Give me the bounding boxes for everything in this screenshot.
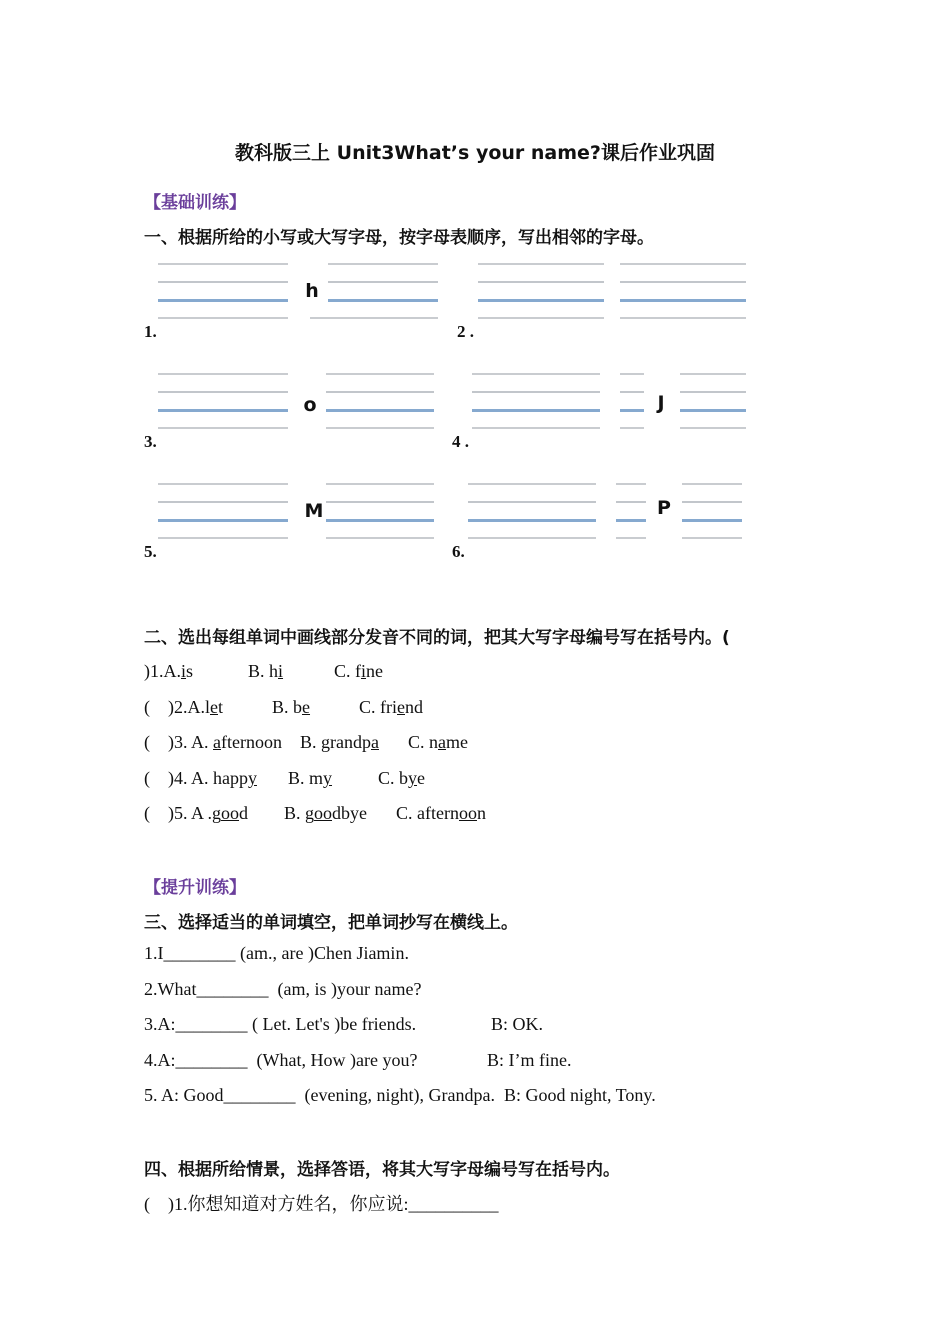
writing-lines[interactable] bbox=[468, 483, 596, 535]
fill-blank-response: B: OK. bbox=[491, 1014, 544, 1034]
writing-lines[interactable] bbox=[620, 263, 746, 315]
writing-lines[interactable] bbox=[326, 373, 434, 425]
writing-lines[interactable] bbox=[682, 483, 742, 535]
writing-lines[interactable] bbox=[328, 263, 438, 315]
phonics-option-c: C. name bbox=[408, 732, 469, 752]
fill-blank-item: 1.I________ (am., are )Chen Jiamin. bbox=[144, 943, 409, 963]
writing-lines[interactable] bbox=[158, 373, 288, 425]
item-number: 3. bbox=[144, 432, 157, 451]
writing-lines[interactable] bbox=[326, 483, 434, 535]
section-basic-tag: 【基础训练】 bbox=[144, 193, 246, 213]
section-advanced-tag: 【提升训练】 bbox=[144, 878, 246, 898]
writing-lines[interactable] bbox=[158, 263, 288, 315]
writing-lines[interactable] bbox=[620, 373, 644, 425]
writing-lines[interactable] bbox=[472, 373, 600, 425]
writing-lines[interactable] bbox=[158, 483, 288, 535]
phonics-option-c: C. friend bbox=[359, 697, 423, 717]
fill-blank-item: 2.What________ (am, is )your name? bbox=[144, 979, 422, 999]
item-number: 6. bbox=[452, 542, 465, 561]
item-number: 4 . bbox=[452, 432, 469, 451]
phonics-row: ( )4. A. happy bbox=[144, 768, 257, 788]
phonics-row: ( )3. A. afternoon bbox=[144, 732, 282, 752]
part3-heading: 三、选择适当的单词填空，把单词抄写在横线上。 bbox=[144, 913, 518, 933]
part2-heading: 二、选出每组单词中画线部分发音不同的词，把其大写字母编号写在括号内。( bbox=[144, 628, 730, 648]
part1-heading: 一、根据所给的小写或大写字母，按字母表顺序，写出相邻的字母。 bbox=[144, 228, 654, 248]
given-letter: P bbox=[657, 497, 671, 519]
phonics-option-c: C. afternoon bbox=[396, 803, 486, 823]
item-number: 1. bbox=[144, 322, 157, 341]
item-number: 5. bbox=[144, 542, 157, 561]
phonics-row: )1.A.is bbox=[144, 661, 194, 681]
fill-blank-item: 5. A: Good________ (evening, night), Grandpa. B: Good night, Tony. bbox=[144, 1085, 656, 1105]
given-letter: h bbox=[305, 280, 319, 302]
phonics-option-b: B. my bbox=[288, 768, 333, 788]
fill-blank-response: B: I’m fine. bbox=[487, 1050, 572, 1070]
given-letter: M bbox=[304, 500, 324, 522]
fill-blank-item: 3.A:________ ( Let. Let's )be friends. bbox=[144, 1014, 417, 1034]
phonics-option-b: B. grandpa bbox=[300, 732, 379, 752]
phonics-row: ( )2.A.let bbox=[144, 697, 224, 717]
phonics-option-b: B. goodbye bbox=[284, 803, 368, 823]
given-letter: J bbox=[657, 392, 665, 414]
writing-lines[interactable] bbox=[478, 263, 604, 315]
phonics-option-c: C. fine bbox=[334, 661, 384, 681]
given-letter: o bbox=[303, 394, 317, 416]
phonics-row: ( )5. A .good bbox=[144, 803, 249, 823]
page-title: 教科版三上 Unit3What’s your name?课后作业巩固 bbox=[235, 142, 715, 164]
phonics-option-b: B. be bbox=[272, 697, 311, 717]
writing-lines[interactable] bbox=[616, 483, 646, 535]
fill-blank-item: 4.A:________ (What, How )are you? bbox=[144, 1050, 418, 1070]
item-number: 2 . bbox=[457, 322, 474, 341]
writing-lines[interactable] bbox=[680, 373, 746, 425]
situation-item: ( )1.你想知道对方姓名，你应说:__________ bbox=[144, 1194, 499, 1214]
phonics-option-b: B. hi bbox=[248, 661, 284, 681]
phonics-option-c: C. bye bbox=[378, 768, 426, 788]
part4-heading: 四、根据所给情景，选择答语，将其大写字母编号写在括号内。 bbox=[144, 1160, 620, 1180]
